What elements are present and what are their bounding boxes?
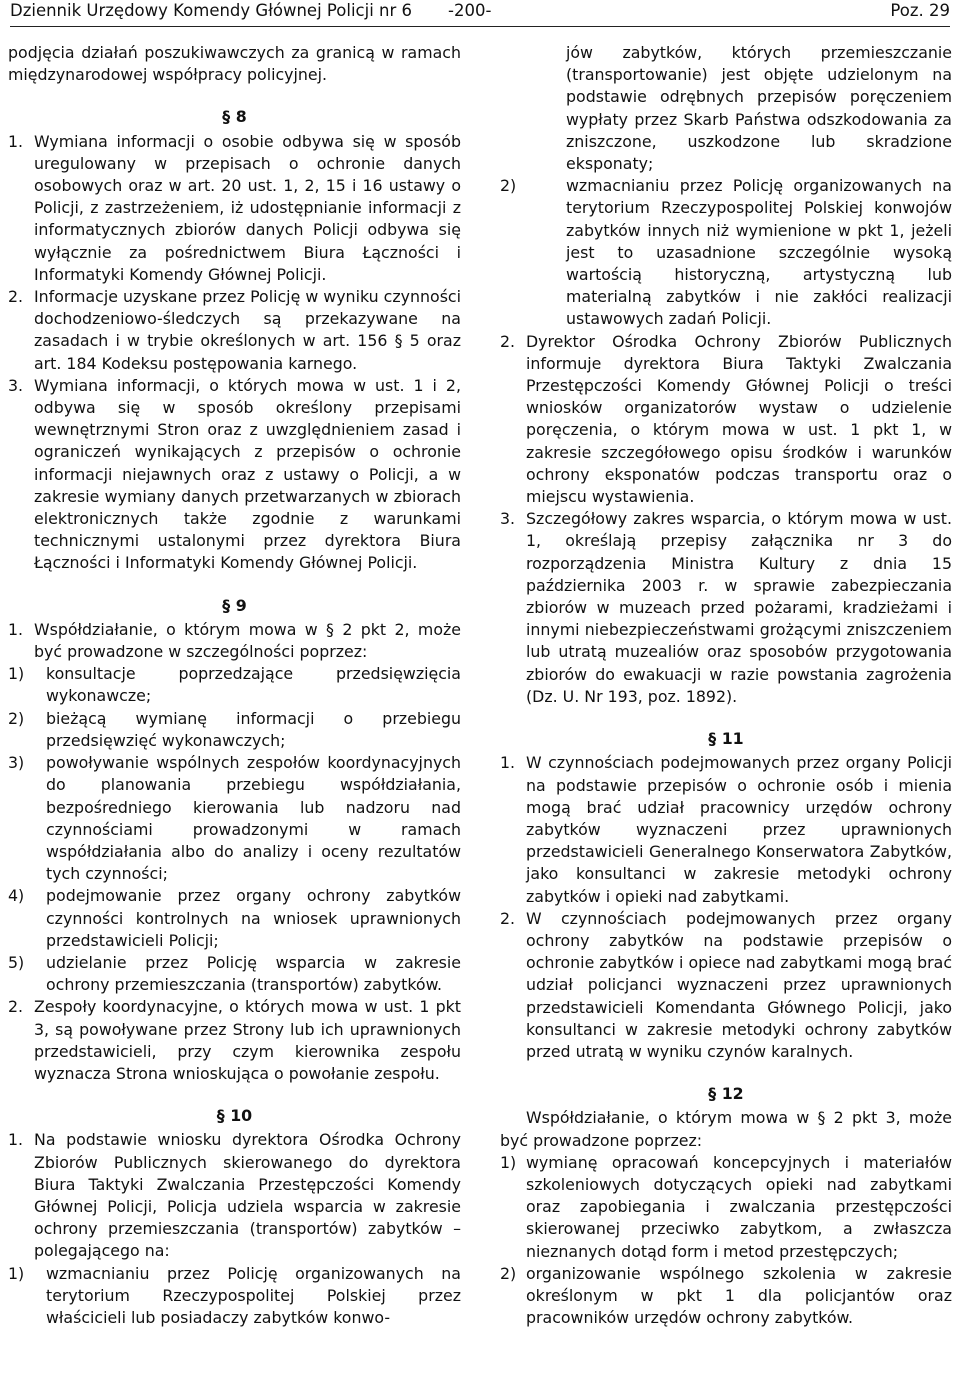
paragraph-text: Zespoły koordynacyjne, o których mowa w ust. 1 pkt 3, są powoływane przez Strony lub ich uprawnionych przedstawicieli, przy czym kierownika zespołu wyznacza Strona wnioskująca o powołanie zespołu. (34, 997, 461, 1083)
numbered-paragraph (500, 908, 952, 1063)
list-item (500, 1152, 952, 1263)
numbered-paragraph (8, 286, 461, 375)
numbered-paragraph (8, 619, 461, 663)
paragraph-number: 3. (500, 509, 516, 529)
numbered-paragraph (8, 131, 461, 286)
section-heading: § 8 (222, 107, 247, 127)
paragraph-text: W czynnościach podejmowanych przez organy ochrony zabytków na podstawie przepisów o ochronie zabytków i opiece nad zabytkami mogą brać udział policjanci wyznaczeni przez uprawnionych przedstawicieli Komendanta Głównego Policji, jako konsultanci w zakresie metodyki ochrony zabytków przed utratą w wyniku czynów karalnych. (526, 908, 952, 1061)
journal-title: Dziennik Urzędowy Komendy Głównej Policji nr 6 (10, 1, 413, 20)
list-item-text: konsultacje poprzedzające przedsięwzięcia wykonawcze; (46, 664, 461, 706)
paragraph-text: Informacje uzyskane przez Policję w wyniku czynności dochodzeniowo-śledczych są przekazywane na zasadach i w trybie określonych w art. 156 § 5 oraz art. 184 Kodeksu postępowania karnego. (34, 287, 461, 373)
paragraph-number: 3. (8, 375, 24, 395)
paragraph-number: 1. (500, 753, 516, 773)
position-number: Poz. 29 (890, 1, 950, 20)
list-item-text: wzmacnianiu przez Policję organizowanych na terytorium Rzeczypospolitej Polskiej konwojów zabytków innych niż wymienione w pkt 1, jeżeli jest to uzasadnione szczególnie wysoką wartością historyczną, artystyczną lub materialną zabytków i nie zakłóci realizacji ustawowych zadań Policji. (566, 176, 952, 329)
paragraph-number: 2. (500, 908, 516, 928)
paragraph-text: Na podstawie wniosku dyrektora Ośrodka Ochrony Zbiorów Publicznych skierowanego do dyrektora Biura Taktyki Zwalczania Przestępczości Komendy Głównej Policji, Policja udziela wsparcia w zakresie ochrony przemieszczania (transportów) zabytków – polegającego na: (34, 1130, 461, 1261)
paragraph: Współdziałanie, o którym mowa w § 2 pkt 3, może być prowadzone poprzez: (500, 1108, 952, 1150)
paragraph-text: Dyrektor Ośrodka Ochrony Zbiorów Publicznych informuje dyrektora Biura Taktyki Zwalczania Przestępczości Komendy Głównej Policji o treści wniosków organizatorów wystaw o udzielenie poręczenia, o którym mowa w ust. 1 pkt 1, w zakresie szczegółowego opisu środków i warunków ochrony eksponatów podczas transportu oraz o miejscu wystawienia. (526, 331, 952, 507)
list-item (500, 175, 952, 330)
list-item-number: 2) (500, 176, 517, 196)
paragraph-number: 1. (8, 131, 24, 151)
paragraph-number: 2. (8, 287, 24, 307)
paragraph-text: Współdziałanie, o którym mowa w § 2 pkt 2, może być prowadzone w szczególności poprzez: (34, 619, 461, 662)
paragraph-text: W czynnościach podejmowanych przez organy Policji na podstawie przepisów o ochronie osób i mienia mogą brać udział pracownicy urzędów ochrony zabytków wyznaczeni przez uprawnionych przedstawicieli Generalnego Konserwatora Zabytków, jako konsultanci w zakresie metodyki ochrony zabytków i opieki nad zabytkami. (526, 753, 952, 906)
list-item-text: udzielanie przez Policję wsparcia w zakresie ochrony przemieszczania (transportów) zabytków. (46, 952, 461, 995)
page-header (10, 0, 950, 27)
list-item-text: powoływanie wspólnych zespołów koordynacyjnych do planowania przebiegu współdziałania, bezpośredniego kierowania lub nadzoru nad czynnościami prowadzonymi w ramach współdziałania albo do analizy i oceny rezultatów tych czynności; (46, 753, 461, 884)
list-item (8, 952, 461, 996)
numbered-paragraph (500, 331, 952, 509)
numbered-paragraph (8, 375, 461, 575)
list-item-number: 2) (500, 1263, 517, 1283)
list-item (8, 663, 461, 707)
left-column (8, 42, 461, 1329)
list-item-number: 3) (8, 753, 25, 773)
numbered-paragraph (8, 1129, 461, 1262)
list-item (500, 1263, 952, 1330)
list-item (8, 752, 461, 885)
numbered-paragraph (500, 508, 952, 708)
list-item (8, 1263, 461, 1330)
list-item-number: 2) (8, 708, 25, 728)
paragraph-text: Wymiana informacji o osobie odbywa się w sposób uregulowany w przepisach o ochronie danych osobowych oraz w art. 20 ust. 1, 2, 15 i 16 ustawy o Policji, z zastrzeżeniem, iż udostępnianie informacji z informatycznych zbiorów danych Policji odbywa się wyłącznie za pośrednictwem Biura Łączności i Informatyki Komendy Głównej Policji. (34, 131, 461, 284)
numbered-paragraph (8, 996, 461, 1085)
page-number: -200- (448, 1, 492, 20)
list-item (8, 885, 461, 952)
list-item-number: 1) (500, 1152, 517, 1172)
paragraph-text: Wymiana informacji, o których mowa w ust. 1 i 2, odbywa się w sposób określony przepisami wewnętrznymi Stron oraz z uwzględnieniem zasad i ograniczeń wynikających z przepisów o ochronie informacji niejawnych oraz z ustawy o Policji, a w zakresie wymiany danych przetwarzanych w zbiorach elektronicznych także zgodnie z warunkami technicznymi ustalonymi przez dyrektora Biura Łączności i Informatyki Komendy Głównej Policji. (34, 375, 461, 573)
section-heading: § 10 (216, 1106, 253, 1126)
list-item-text: wzmacnianiu przez Policję organizowanych na terytorium Rzeczypospolitej Polskiej przez właścicieli lub posiadaczy zabytków konwo- (46, 1263, 461, 1327)
list-item-number: 5) (8, 952, 25, 972)
list-item-number: 1) (8, 664, 25, 684)
paragraph-number: 1. (8, 1130, 24, 1150)
section-heading: § 9 (222, 595, 247, 615)
continued-text: jów zabytków, których przemieszczanie (transportowanie) jest objęte udzielonym na podstawie odrębnych przepisów poręczeniem wypłaty przez Skarb Państwa odszkodowania za zniszczone, uszkodzone lub skradzione eksponaty; (566, 43, 952, 174)
list-item-number: 1) (8, 1263, 25, 1283)
numbered-paragraph (500, 752, 952, 907)
list-item-text: wymianę opracowań koncepcyjnych i materiałów szkoleniowych dotyczących opieki nad zabytkami oraz zapobiegania i zwalczania przestępczości skierowanej przeciwko zabytkom, a zwłaszcza nieznanych dotąd form i metod przestępczych; (526, 1152, 952, 1261)
list-item-text: organizowanie wspólnego szkolenia w zakresie określonym w pkt 1 dla policjantów oraz pracowników urzędów ochrony zabytków. (526, 1263, 952, 1328)
list-item (8, 708, 461, 752)
list-item-text: podejmowanie przez organy ochrony zabytków czynności kontrolnych na wniosek uprawnionych przedstawicieli Policji; (46, 886, 461, 950)
list-item-text: bieżącą wymianę informacji o przebiegu przedsięwzięć wykonawczych; (46, 708, 461, 750)
right-column (500, 42, 952, 1329)
paragraph-number: 2. (500, 331, 516, 351)
paragraph-number: 1. (8, 619, 24, 639)
section-heading: § 12 (708, 1084, 744, 1104)
paragraph-number: 2. (8, 997, 24, 1017)
list-item-number: 4) (8, 886, 25, 906)
paragraph: podjęcia działań poszukiwawczych za granicą w ramach międzynarodowej współpracy policyjnej. (8, 43, 461, 85)
section-heading: § 11 (708, 729, 744, 749)
paragraph-text: Szczegółowy zakres wsparcia, o którym mowa w ust. 1, określają przepisy załącznika nr 3 do rozporządzenia Ministra Kultury z dnia 15 października 2003 r. w sprawie zabezpieczania zbiorów w muzeach przed pożarami, kradzieżami i innymi niebezpieczeństwami grożącymi zniszczeniem lub utratą muzealiów oraz sposobów przygotowania zbiorów do ewakuacji w razie powstania zagrożenia (Dz. U. Nr 193, poz. 1892). (526, 509, 952, 706)
